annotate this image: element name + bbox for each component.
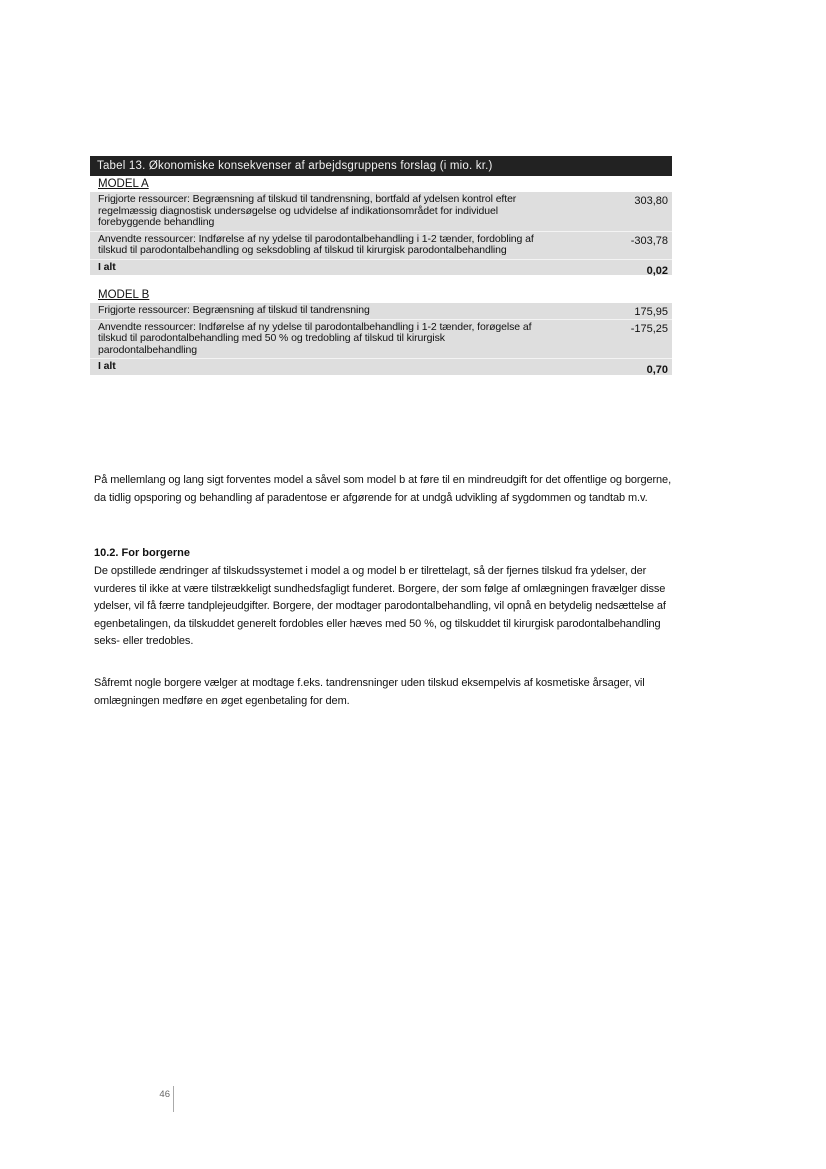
row-label: I alt bbox=[98, 360, 116, 372]
row-value: -303,78 bbox=[630, 234, 668, 247]
table-row bbox=[90, 192, 672, 231]
row-label: Frigjorte ressourcer: Begrænsning af tilskud til tandrensning, bortfald af ydelsen kontrol efter regelmæssig diagnostisk undersøgelse og udvidelse af indikationsområdet for individuel forebyggende behandling bbox=[98, 193, 517, 228]
body-paragraph-3: Såfremt nogle borgere vælger at modtage f.eks. tandrensninger uden tilskud eksempelvis af kosmetiske årsager, vil omlægningen medføre en øget egenbetaling for dem. bbox=[94, 677, 645, 707]
section-heading: 10.2. For borgerne bbox=[94, 547, 190, 559]
row-label: Anvendte ressourcer: Indførelse af ny ydelse til parodontalbehandling i 1-2 tænder, forøgelse af tilskud til parodontalbehandling med 50 % og tredobling af tilskud til kirurgisk parodontalbehandling bbox=[98, 320, 532, 356]
model-a-heading: MODEL A bbox=[98, 178, 149, 190]
body-paragraph-2: De opstillede ændringer af tilskudssystemet i model a og model b er tilrettelagt, så der fjernes tilskud fra ydelser, der vurderes til ikke at være tilstrækkeligt sundhedsfagligt funderet. Borgere, der som følge af omlægningen fravælger disse ydelser, vil få færre tandplejeudgifter. Borgere, der modtager parodontalbehandling, vil opnå en betydelig nedsættelse af egenbetalingen, da tilskuddet generelt fordobles eller hæves med 50 %, og tilskuddet til kirurgisk parodontalbehandling seks- eller tredobles. bbox=[94, 565, 666, 647]
table-row bbox=[90, 303, 672, 319]
row-value: 303,80 bbox=[634, 195, 668, 207]
model-a-rows bbox=[90, 192, 672, 275]
row-value: 0,70 bbox=[646, 364, 668, 376]
row-label: Anvendte ressourcer: Indførelse af ny ydelse til parodontalbehandling i 1-2 tænder, fordobling af tilskud til parodontalbehandling og seksdobling af tilskud til kirurgisk parodontalbehandling bbox=[98, 232, 534, 256]
table-total-row bbox=[90, 259, 672, 276]
table-row bbox=[90, 319, 672, 359]
model-b-rows bbox=[90, 303, 672, 375]
row-value: 0,02 bbox=[646, 264, 668, 277]
row-value: -175,25 bbox=[630, 322, 668, 335]
row-label: Frigjorte ressourcer: Begrænsning af tilskud til tandrensning bbox=[98, 304, 370, 316]
page-number: 46 bbox=[159, 1089, 170, 1100]
table-title: Tabel 13. Økonomiske konsekvenser af arbejdsgruppens forslag (i mio. kr.) bbox=[90, 156, 672, 176]
row-value: 175,95 bbox=[634, 306, 668, 318]
table-row bbox=[90, 231, 672, 259]
row-label: I alt bbox=[98, 260, 116, 273]
page-number-divider bbox=[173, 1086, 174, 1112]
table-total-row bbox=[90, 358, 672, 375]
model-b-heading: MODEL B bbox=[98, 289, 150, 301]
body-paragraph-1: På mellemlang og lang sigt forventes model a såvel som model b at føre til en mindreudgift for det offentlige og borgerne, da tidlig opsporing og behandling af paradentose er afgørende for at undgå udvikling af sygdommen og tandtab m.v. bbox=[94, 474, 672, 504]
economic-consequences-table bbox=[90, 156, 672, 375]
